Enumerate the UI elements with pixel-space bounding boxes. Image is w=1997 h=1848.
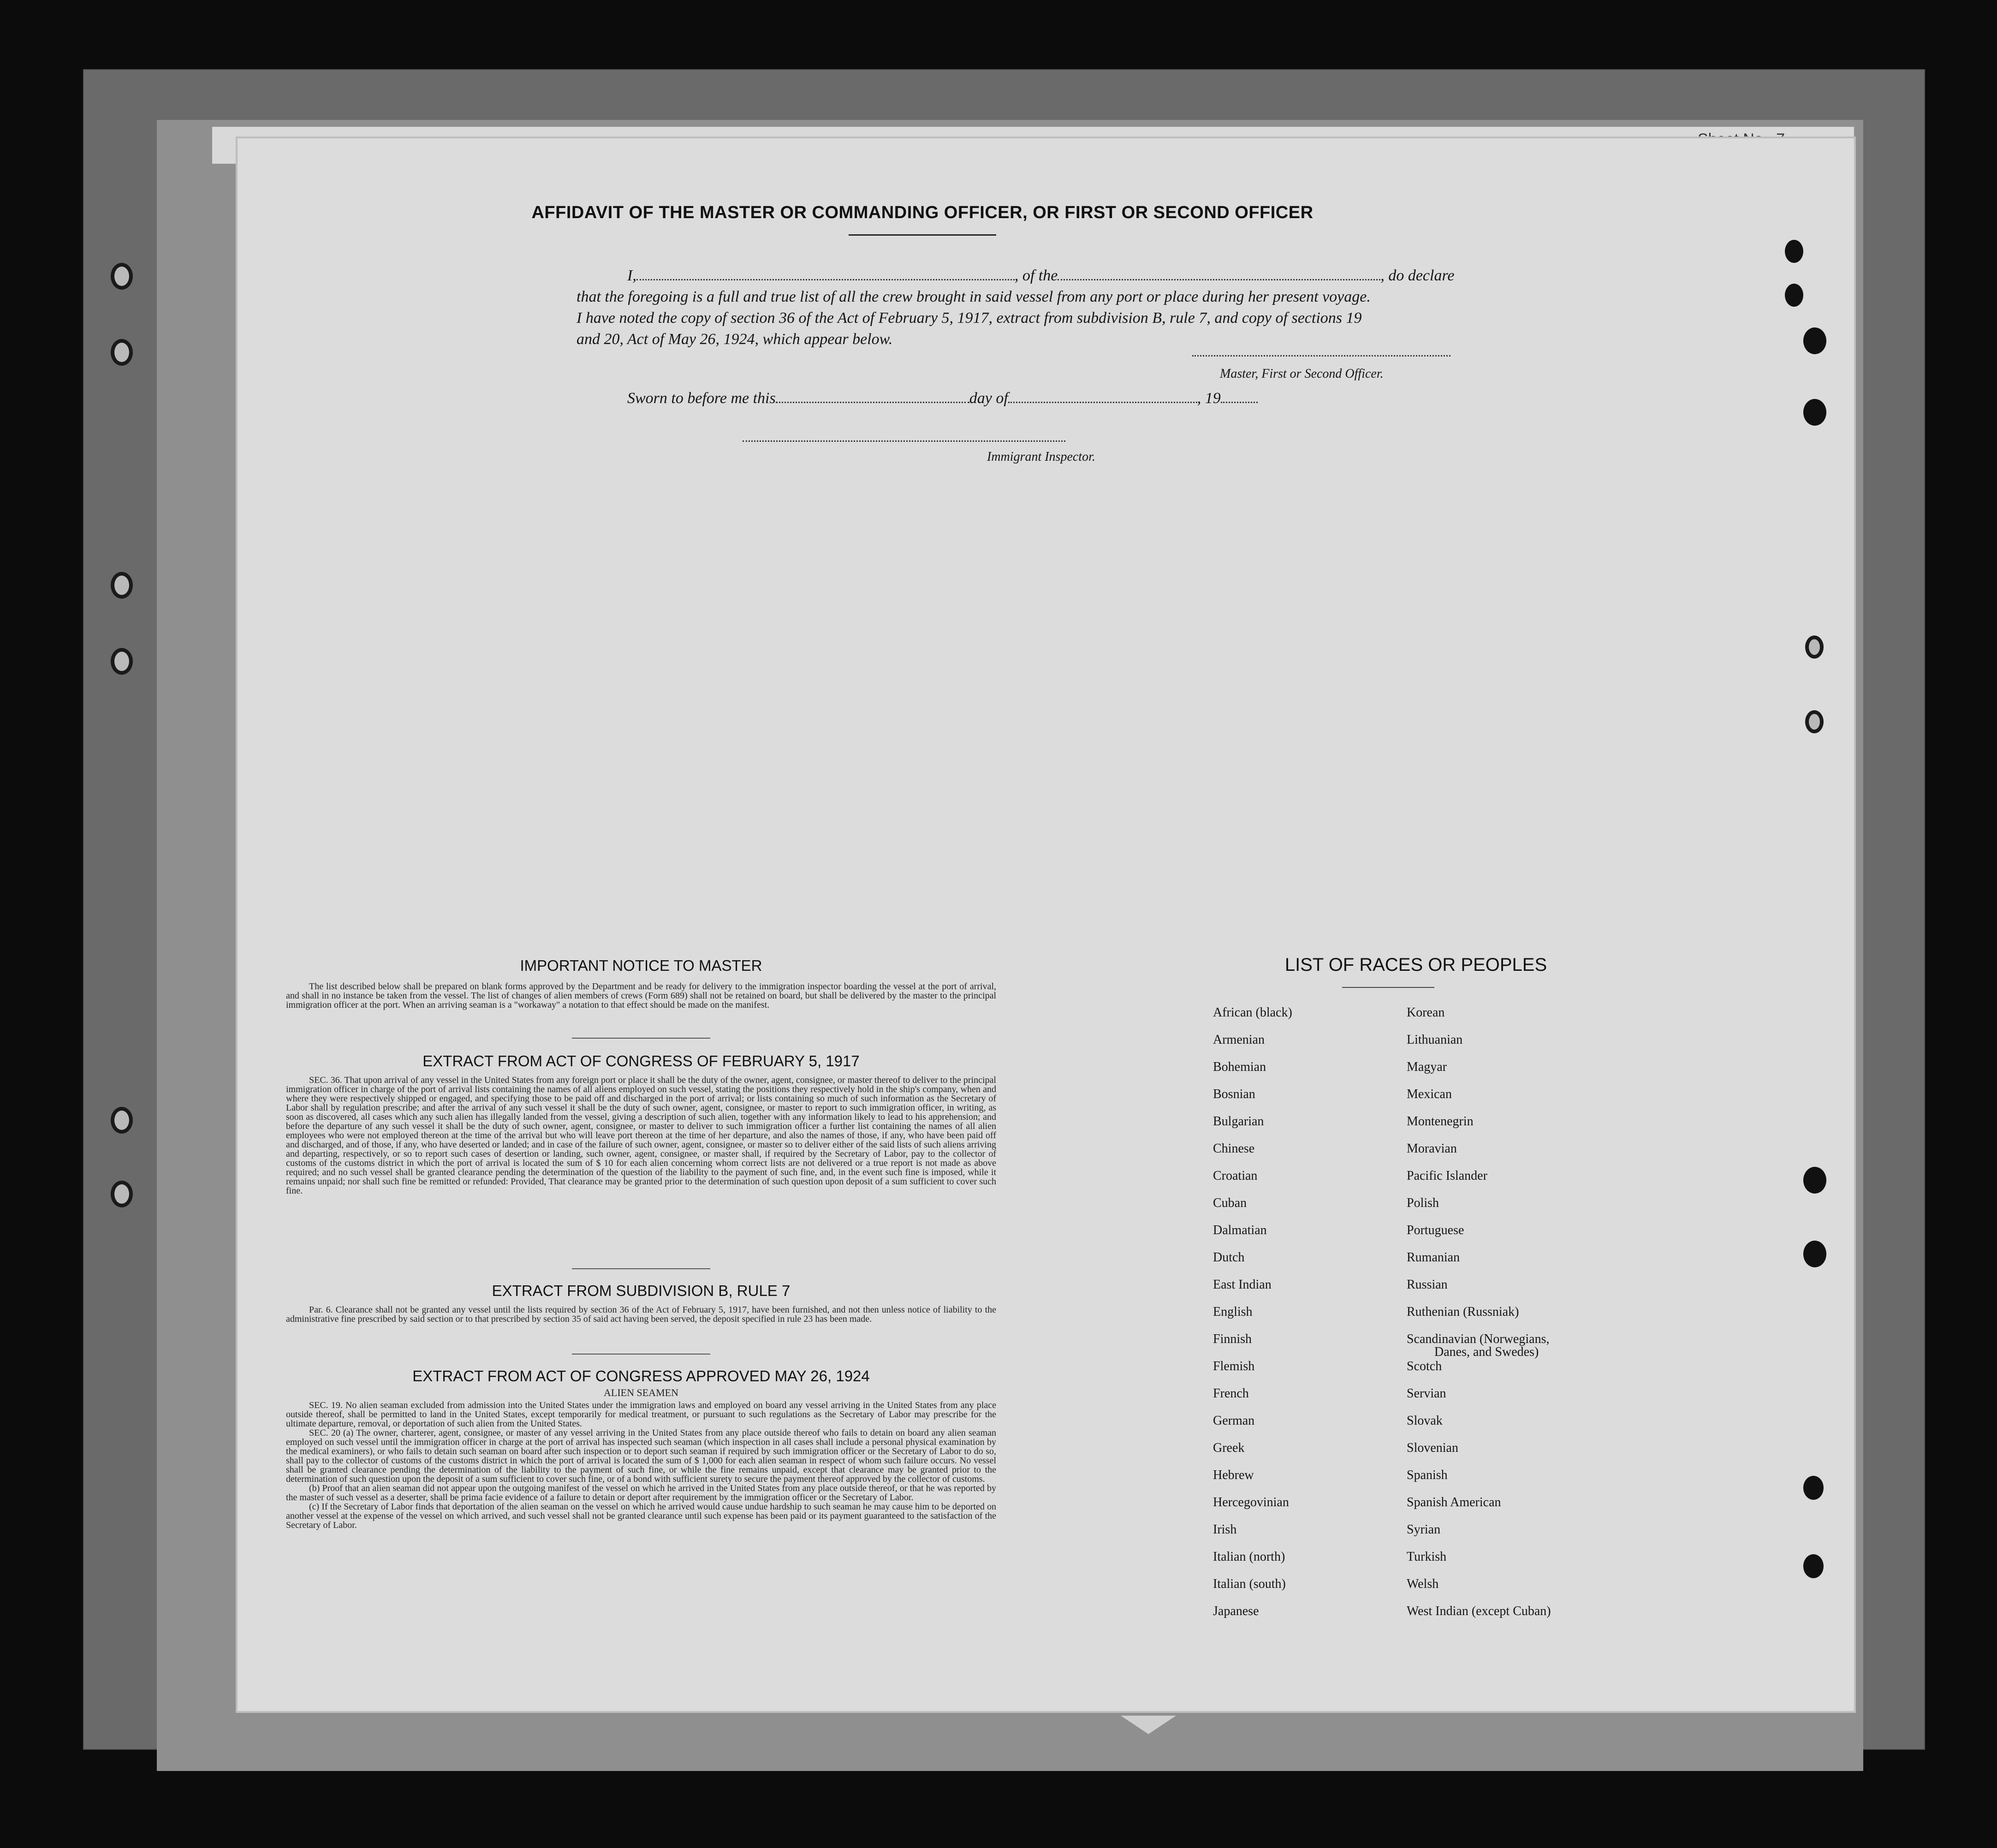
binder-hole-icon: [111, 1181, 133, 1207]
binder-hole-icon: [1785, 240, 1803, 263]
affidavit-declaration: [577, 265, 1499, 350]
binder-hole-icon: [1805, 636, 1824, 659]
rule-7: [286, 1268, 996, 1324]
race-item: Servian: [1407, 1386, 1446, 1401]
binder-hole-icon: [1803, 1554, 1824, 1578]
race-item: Slovak: [1407, 1414, 1443, 1428]
race-item: Flemish: [1213, 1359, 1255, 1373]
title-underline: [849, 234, 996, 236]
binder-hole-icon: [1785, 284, 1803, 307]
vessel-blank[interactable]: [1058, 268, 1380, 280]
race-item: Bohemian: [1213, 1060, 1266, 1074]
binder-hole-icon: [1803, 399, 1826, 426]
extract-1917: [286, 1038, 996, 1195]
race-item: Spanish: [1407, 1468, 1448, 1482]
race-item: Irish: [1213, 1522, 1237, 1537]
declaration-line-3: I have noted the copy of section 36 of the Act of February 5, 1917, extract from subdivision B, rule 7, and copy of sections 19: [577, 309, 1362, 327]
race-item: Bulgarian: [1213, 1114, 1264, 1129]
binder-hole-icon: [1803, 1241, 1826, 1267]
sworn-day-blank[interactable]: [776, 391, 969, 403]
binder-hole-icon: [111, 339, 133, 366]
race-item: Turkish: [1407, 1550, 1447, 1564]
signature-line[interactable]: [1192, 355, 1450, 357]
race-item: Cuban: [1213, 1196, 1247, 1210]
rule-7-text: Par. 6. Clearance shall not be granted any vessel until the lists required by section 36 of the Act of February 5, 1917, have been furnished, and not then unless notice of liability to the administrative fine prescribed by said section or to that prescribed by section 35 of said act having been served, the deposit specified in rule 23 has been made.: [286, 1305, 996, 1324]
sec-19-text: SEC. 19. No alien seaman excluded from admission into the United States under the immigration laws and employed on board any vessel arriving in the United States from any place outside thereof, shall be permitted to land in the United States, except temporarily for medical treatment, or pursuant to such regulations as the Secretary of Labor may prescribe for the ultimate departure, removal, or deportation of such alien from the United States.: [286, 1400, 996, 1429]
race-item: Montenegrin: [1407, 1114, 1474, 1129]
sworn-year-blank[interactable]: [1221, 391, 1258, 403]
notice-text: The list described below shall be prepared on blank forms approved by the Department and be ready for delivery to the immigration inspector boarding the vessel at the port of arrival, and shall in no instance be taken from the vessel. The list of changes of alien members of crews (Form 689) shall not be retained on board, but shall be delivered by the master to the principal immigration officer at the port. When an arriving seaman is a "workaway" a notation to that effect should be made on the manifest.: [286, 981, 996, 1010]
race-item: Magyar: [1407, 1060, 1447, 1074]
signature-label: Master, First or Second Officer.: [1220, 367, 1384, 381]
race-item: Moravian: [1407, 1141, 1457, 1156]
races-title-underline: [1342, 987, 1434, 988]
races-title: LIST OF RACES OR PEOPLES: [1284, 955, 1547, 975]
binder-hole-icon: [1803, 327, 1826, 354]
binder-hole-icon: [1805, 710, 1824, 733]
declaration-line-4: and 20, Act of May 26, 1924, which appear below.: [577, 331, 893, 348]
race-item: English: [1213, 1305, 1253, 1319]
alien-seamen-subtitle: ALIEN SEAMEN: [604, 1387, 678, 1398]
race-item: East Indian: [1213, 1278, 1272, 1292]
race-item: Scotch: [1407, 1359, 1442, 1373]
race-item: Dalmatian: [1213, 1223, 1267, 1237]
race-item: Rumanian: [1407, 1250, 1460, 1265]
sworn-month-blank[interactable]: [1008, 391, 1197, 403]
race-item: Italian (south): [1213, 1577, 1286, 1591]
race-item: Polish: [1407, 1196, 1439, 1210]
race-item: Danes, and Swedes): [1434, 1345, 1539, 1359]
race-item: Scandinavian (Norwegians,: [1407, 1332, 1550, 1346]
rule-7-title: EXTRACT FROM SUBDIVISION B, RULE 7: [492, 1282, 790, 1299]
race-item: Japanese: [1213, 1604, 1259, 1618]
binder-hole-icon: [1803, 1167, 1826, 1194]
race-item: African (black): [1213, 1005, 1292, 1020]
inspector-label: Immigrant Inspector.: [987, 450, 1095, 464]
declaration-line-1: I, , of the , do declare: [627, 267, 1455, 284]
race-item: Welsh: [1407, 1577, 1439, 1591]
race-item: Lithuanian: [1407, 1033, 1463, 1047]
sec-20b-text: (b) Proof that an alien seaman did not appear upon the outgoing manifest of the vessel on which he arrived in the United States from any place outside thereof, or that he was reported by the master of such vessel as a deserter, shall be prima facie evidence of a failure to detain or deport after requirement by the immigration officer or the Secretary of Labor.: [286, 1483, 996, 1503]
binder-hole-icon: [111, 263, 133, 290]
race-item: Portuguese: [1407, 1223, 1464, 1237]
race-item: Pacific Islander: [1407, 1169, 1487, 1183]
race-item: Bosnian: [1213, 1087, 1255, 1101]
race-item: Mexican: [1407, 1087, 1452, 1101]
binder-hole-icon: [1803, 1476, 1824, 1500]
race-item: Russian: [1407, 1278, 1448, 1292]
binder-hole-icon: [111, 648, 133, 675]
sec-20c-text: (c) If the Secretary of Labor finds that deportation of the alien seaman on the vessel on which he arrived would cause undue hardship to such seaman he may cause him to be deported on another vessel at the expense of the vessel on which arrived, and such vessel shall not be granted clearance until such expense has been paid or its payment guaranteed to the satisfaction of the Secretary of Labor.: [286, 1502, 996, 1530]
race-item: West Indian (except Cuban): [1407, 1604, 1551, 1618]
race-item: Croatian: [1213, 1169, 1258, 1183]
extract-1917-title: EXTRACT FROM ACT OF CONGRESS OF FEBRUARY 5, 1917: [422, 1052, 860, 1070]
race-item: Chinese: [1213, 1141, 1255, 1156]
race-item: Syrian: [1407, 1522, 1441, 1537]
race-item: Slovenian: [1407, 1441, 1458, 1455]
race-item: Finnish: [1213, 1332, 1252, 1346]
extract-1917-text: SEC. 36. That upon arrival of any vessel in the United States from any foreign port or place it shall be the duty of the owner, agent, consignee, or master thereof to deliver to the principal immigration officer in charge of the port of arrival lists containing the names of all aliens employed on such vessel, stating the positions they respectively hold in the ship's company, when and where they were respectively shipped or engaged, and specifying those to be paid off and discharged in the port of arrival; or lists containing so much of such information as the Secretary of Labor shall by regulation prescribe; and after the arrival of any such vessel it shall be the duty of such owner, agent, consignee, or master to report to such immigration officer, in writing, as soon as discovered, all cases which any such alien has illegally landed from the vessel, giving a description of such alien, together with any information likely to lead to his apprehension; and before the departure of any such vessel it shall be the duty of such owner, agent, consignee, or master to deliver to such immigration officer a further list containing the names of all alien employees who were not employed thereon at the time of the arrival but who will leave port thereon at the time of her departure, and also the names of those, if any, who have been paid off and discharged, and of those, if any, who have deserted or landed; and in case of the failure of such owner, agent, consignee, or master so to deliver either of the said lists of such aliens arriving and departing, respectively, or so to report such cases of desertion or landing, such owner, agent, consignee, or master shall, if required by the Secretary of Labor, pay to the collector of customs of the customs district in which the port of arrival is located the sum of $ 10 for each alien concerning whom correct lists are not delivered or a true report is not made as above required; and no such vessel shall be granted clearance pending the determination of the question of the liability to the payment of such fine, and, in the event such fine is imposed, while it remains unpaid; nor shall such fine be remitted or refunded: Provided, That clearance may be granted prior to the determination of such question upon deposit of a sum sufficient to cover such fine.: [286, 1075, 996, 1196]
section-divider: [572, 1038, 710, 1039]
binder-hole-icon: [111, 1107, 133, 1134]
section-divider: [572, 1268, 710, 1269]
extract-1924-title: EXTRACT FROM ACT OF CONGRESS APPROVED MAY 26, 1924: [412, 1367, 870, 1385]
race-item: French: [1213, 1386, 1249, 1401]
race-item: Greek: [1213, 1441, 1245, 1455]
race-item: Korean: [1407, 1005, 1445, 1020]
race-item: Italian (north): [1213, 1550, 1285, 1564]
inspector-signature-line[interactable]: [743, 440, 1065, 442]
race-item: Ruthenian (Russniak): [1407, 1305, 1519, 1319]
affidavit-title: AFFIDAVIT OF THE MASTER OR COMMANDING OFFICER, OR FIRST OR SECOND OFFICER: [531, 203, 1314, 222]
sec-20a-text: SEC. 20 (a) The owner, charterer, agent, consignee, or master of any vessel arriving in the United States from any place outside thereof who fails to detain on board any alien seaman employed on such vessel until the immigration officer in charge at the port of arrival has inspected such seaman (which inspection in all cases shall include a personal physical examination by the medical examiners), or who fails to detain such seaman on board after such inspection or to deport such seaman if required by such immigration officer or the Secretary of Labor to do so, shall pay to the collector of customs of the customs district in which the port of arrival is located the sum of $ 1,000 for each alien seaman in respect of whom such failure occurs. No vessel shall be granted clearance pending the determination of the liability to the payment of such fine, or while the fine remains unpaid, except that clearance may be granted prior to the determination of such question upon the deposit of a sum sufficient to cover such fine, or of a bond with sufficient surety to secure the payment thereof approved by the collector of customs.: [286, 1428, 996, 1484]
sworn-line: Sworn to before me this day of , 19: [627, 390, 1258, 407]
race-item: German: [1213, 1414, 1255, 1428]
notice-title: IMPORTANT NOTICE TO MASTER: [520, 957, 762, 974]
binder-hole-icon: [111, 572, 133, 599]
declaration-line-2: that the foregoing is a full and true list of all the crew brought in said vessel from any port or place during her present voyage.: [577, 288, 1371, 305]
extract-1924: [286, 1354, 996, 1530]
important-notice: [286, 957, 996, 1010]
race-item: Hercegovinian: [1213, 1495, 1289, 1509]
name-blank[interactable]: [636, 268, 1015, 280]
race-item: Spanish American: [1407, 1495, 1501, 1509]
section-divider: [572, 1354, 710, 1355]
race-item: Hebrew: [1213, 1468, 1254, 1482]
race-item: Armenian: [1213, 1033, 1265, 1047]
race-item: Dutch: [1213, 1250, 1245, 1265]
